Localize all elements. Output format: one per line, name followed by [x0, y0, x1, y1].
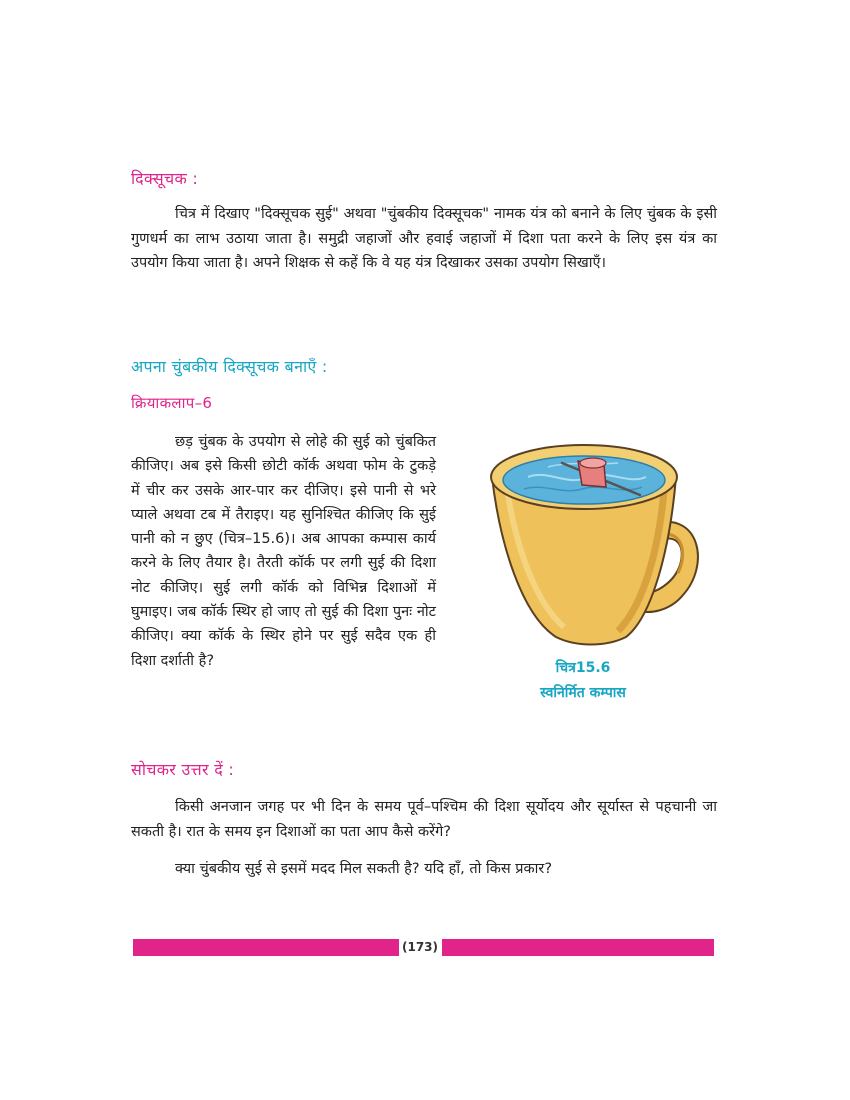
footer-bar-right	[442, 939, 714, 956]
make-compass-heading: अपना चुंबकीय दिक्सूचक बनाएँ :	[131, 357, 328, 376]
page-number: (173)	[401, 940, 439, 954]
footer-bar-left	[133, 939, 399, 956]
compass-paragraph: चित्र में दिखाए "दिक्सूचक सुई" अथवा "चुंबकीय दिक्सूचक" नामक यंत्र को बनाने के लिए चुंबक के इसी गुणधर्म का लाभ उठाया जाता है। समुद्री जहाजों और हवाई जहाजों में दिशा पता करने के लिए इस यंत्र का उपयोग किया जाता है। अपने शिक्षक से कहें कि वे यह यंत्र दिखाकर उसका उपयोग सिखाएँ।	[131, 206, 717, 271]
activity-heading: क्रियाकलाप–6	[131, 394, 213, 412]
cup-with-floating-compass-icon	[478, 425, 708, 650]
think-paragraph-1: किसी अनजान जगह पर भी दिन के समय पूर्व–पश्चिम की दिशा सूर्योदय और सूर्यास्त से पहचानी जा सकती है। रात के समय इन दिशाओं का पता आप कैसे करेंगे?	[131, 799, 717, 840]
figure-title: स्वनिर्मित कम्पास	[540, 685, 626, 701]
cup-compass-illustration	[478, 425, 708, 650]
think-heading: सोचकर उत्तर दें :	[131, 760, 235, 779]
compass-heading: दिक्सूचक :	[131, 169, 199, 188]
activity-paragraph: छड़ चुंबक के उपयोग से लोहे की सुई को चुंबकित कीजिए। अब इसे किसी छोटी कॉर्क अथवा फोम के टुकड़े में चीर कर उसके आर-पार कर दीजिए। इसे पानी से भरे प्याले अथवा टब में तैराइए। यह सुनिश्चित कीजिए कि सुई पानी को न छुए (चित्र–15.6)। अब आपका कम्पास कार्य करने के लिए तैयार है। तैरती कॉर्क पर लगी सुई की दिशा नोट कीजिए। सुई लगी कॉर्क को विभिन्न दिशाओं में घुमाइए। जब कॉर्क स्थिर हो जाए तो सुई की दिशा पुनः नोट कीजिए। क्या कॉर्क के स्थिर होने पर सुई सदैव एक ही दिशा दर्शाती है?	[131, 434, 436, 669]
think-paragraph-2: क्या चुंबकीय सुई से इसमें मदद मिल सकती है? यदि हाँ, तो किस प्रकार?	[175, 861, 553, 877]
figure-label: चित्र15.6	[555, 660, 611, 676]
